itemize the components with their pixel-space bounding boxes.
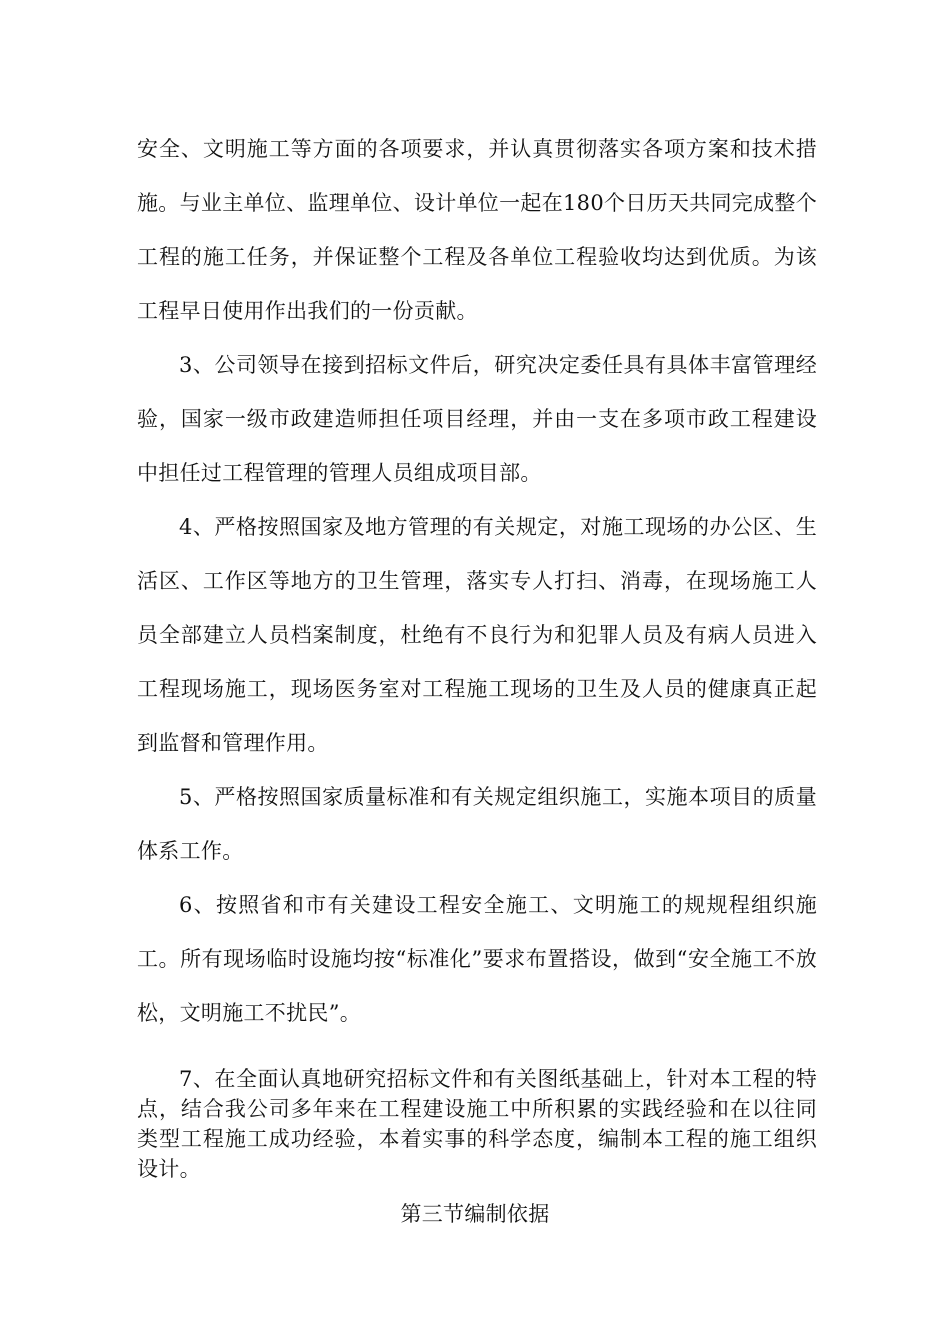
paragraph-item-4: 4、严格按照国家及地方管理的有关规定，对施工现场的办公区、生活区、工作区等地方的卫生管理，落实专人打扫、消毒，在现场施工人员全部建立人员档案制度，杜绝有不良行为和犯罪人员及有病人员进入工程现场施工，现场医务室对工程施工现场的卫生及人员的健康真正起到监督和管理作用。 [137, 515, 817, 755]
paragraph-continuation: 安全、文明施工等方面的各项要求，并认真贯彻落实各项方案和技术措施。与业主单位、监理单位、设计单位一起在180个日历天共同完成整个工程的施工任务，并保证整个工程及各单位工程验收均达到优质。为该工程早日使用作出我们的一份贡献。 [137, 137, 817, 323]
paragraph-item-7: 7、在全面认真地研究招标文件和有关图纸基础上，针对本工程的特点，结合我公司多年来在工程建设施工中所积累的实践经验和在以往同类型工程施工成功经验，本着实事的科学态度，编制本工程的施工组织设计。 [137, 1067, 817, 1181]
paragraph-item-6: 6、按照省和市有关建设工程安全施工、文明施工的规规程组织施工。所有现场临时设施均按“标准化”要求布置搭设，做到“安全施工不放松，文明施工不扰民”。 [137, 893, 817, 1025]
paragraph-item-5: 5、严格按照国家质量标准和有关规定组织施工，实施本项目的质量体系工作。 [137, 785, 817, 863]
paragraph-item-3: 3、公司领导在接到招标文件后，研究决定委任具有具体丰富管理经验，国家一级市政建造师担任项目经理，并由一支在多项市政工程建设中担任过工程管理的管理人员组成项目部。 [137, 353, 817, 485]
section-heading: 第三节编制依据 [400, 1202, 550, 1226]
